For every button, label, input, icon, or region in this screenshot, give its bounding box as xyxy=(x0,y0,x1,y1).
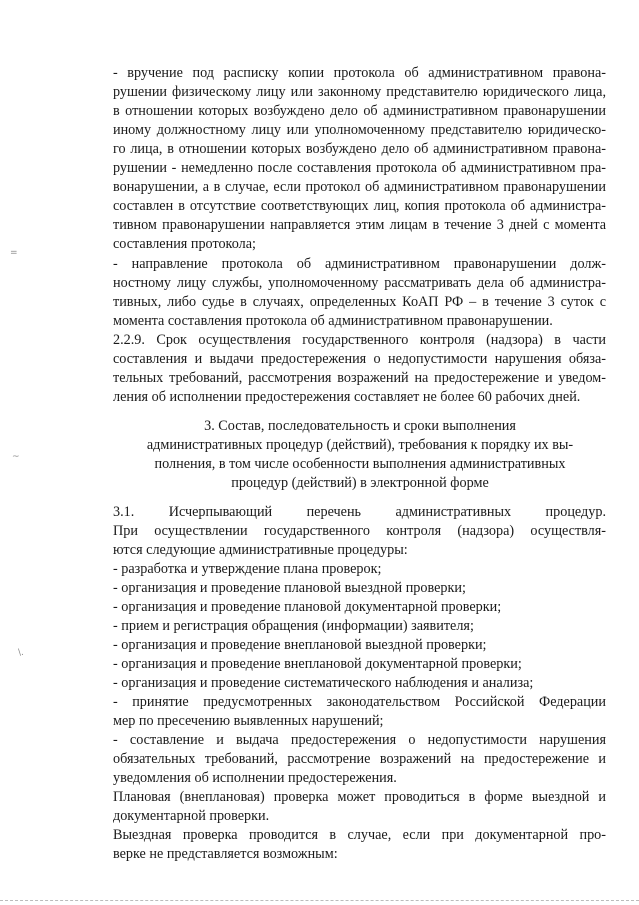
text-line: - организация и проведение плановой документарной проверки; xyxy=(113,599,502,615)
text-line: 2.2.9. Срок осуществления государственного контроля (надзора) в части xyxy=(113,332,606,348)
text-line: иному должностному лицу или уполномоченному представителю юридическо- xyxy=(113,122,606,138)
text-line: - принятие предусмотренных законодательством Российской Федерации xyxy=(113,694,606,710)
text-line: - организация и проведение плановой выездной проверки; xyxy=(113,580,466,596)
text-line: тивном правонарушении направляется этим лицам в течение 3 дней с момента xyxy=(113,217,606,233)
text-line: тельных требований, рассмотрения возражений на предостережение и уведом- xyxy=(113,370,606,386)
text-line: - организация и проведение систематического наблюдения и анализа; xyxy=(113,675,534,691)
text-line: верке не представляется возможным: xyxy=(113,846,338,862)
text-line: составления и выдачи предостережения о недопустимости нарушения обяза- xyxy=(113,351,606,367)
text-line: - организация и проведение внеплановой выездной проверки; xyxy=(113,637,487,653)
text-line: ностному лицу службы, уполномоченному рассматривать дела об администра- xyxy=(113,275,606,291)
margin-mark: = xyxy=(10,248,18,258)
text-line: 3.1. Исчерпывающий перечень административных процедур. xyxy=(113,504,606,520)
text-line: ления об исполнении предостережения составляет не более 60 рабочих дней. xyxy=(113,389,581,405)
text-line: составлен в отсутствие соответствующих лиц, копия протокола об администра- xyxy=(113,198,606,214)
text-line: вонарушении, а в случае, если протокол об административном правонарушении xyxy=(113,179,606,195)
text-line: Выездная проверка проводится в случае, если при документарной про- xyxy=(113,827,606,843)
text-line: составления протокола; xyxy=(113,236,256,252)
text-line: в отношении которых возбуждено дело об административном правонарушении xyxy=(113,103,606,119)
text-line: - составление и выдача предостережения о недопустимости нарушения xyxy=(113,732,606,748)
section-heading-line: 3. Состав, последовательность и сроки выполнения xyxy=(204,418,516,434)
text-line: Плановая (внеплановая) проверка может проводиться в форме выездной и xyxy=(113,789,606,805)
text-line: уведомления об исполнении предостережения. xyxy=(113,770,397,786)
text-line: обязательных требований, рассмотрение возражений на предостережение и xyxy=(113,751,606,767)
page-bottom-edge xyxy=(0,900,639,905)
text-line: рушении физическому лицу или законному представителю юридического лица, xyxy=(113,84,606,100)
text-line: момента составления протокола об административном правонарушении. xyxy=(113,313,553,329)
text-line: рушении - немедленно после составления протокола об административном пра- xyxy=(113,160,606,176)
text-line: - прием и регистрация обращения (информации) заявителя; xyxy=(113,618,474,634)
text-line: - организация и проведение внеплановой документарной проверки; xyxy=(113,656,522,672)
section-heading-line: процедур (действий) в электронной форме xyxy=(231,475,489,491)
margin-mark: \. xyxy=(18,648,24,658)
text-line: мер по пресечению выявленных нарушений; xyxy=(113,713,384,729)
text-line: - направление протокола об административном правонарушении долж- xyxy=(113,256,606,272)
section-heading-line: полнения, в том числе особенности выполнения административных xyxy=(154,456,566,472)
text-line: ются следующие административные процедуры: xyxy=(113,542,408,558)
margin-mark: ~ xyxy=(12,452,20,462)
section-heading-line: административных процедур (действий), требования к порядку их вы- xyxy=(146,437,574,453)
text-line: го лица, в отношении которых возбуждено дело об административном правона- xyxy=(113,141,606,157)
text-line: документарной проверки. xyxy=(113,808,270,824)
text-line: - разработка и утверждение плана проверок; xyxy=(113,561,382,577)
text-line: - вручение под расписку копии протокола об административном правона- xyxy=(113,65,606,81)
text-line: тивных, либо судье в случаях, определенных КоАП РФ – в течение 3 суток с xyxy=(113,294,606,310)
text-line: При осуществлении государственного контроля (надзора) осуществля- xyxy=(113,523,606,539)
